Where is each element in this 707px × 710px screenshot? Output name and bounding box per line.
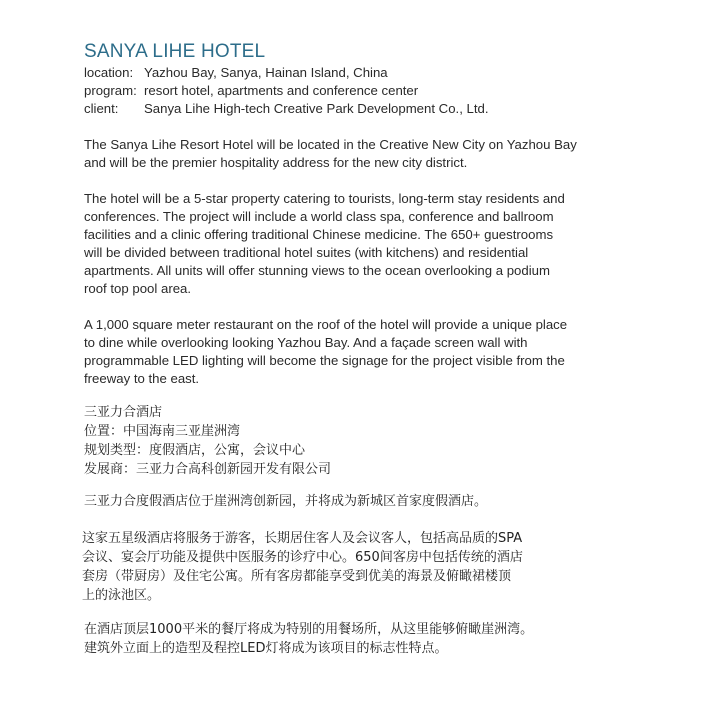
zh-paragraph-program: 这家五星级酒店将服务于游客，长期居住客人及会议客人，包括高品质的SPA 会议、宴会厅功能及提供中医服务的诊疗中心。650间客房中包括传统的酒店 套房（带厨房）及住宅公寓。所有客房都能享受到优美的海景及俯瞰裙楼顶 上的泳池区。	[82, 531, 523, 603]
meta-location-value: Yazhou Bay, Sanya, Hainan Island, China	[144, 65, 388, 80]
project-meta	[84, 64, 674, 118]
meta-program-value: resort hotel, apartments and conference center	[144, 83, 419, 98]
meta-client-row	[84, 100, 674, 118]
meta-program-label: program:	[84, 83, 137, 98]
zh-paragraph-restaurant: 在酒店顶层1000平米的餐厅将成为特别的用餐场所，从这里能够俯瞰崖洲湾。 建筑外立面上的造型及程控LED灯将成为该项目的标志性特点。	[84, 622, 534, 656]
en-paragraph-restaurant: A 1,000 square meter restaurant on the roof of the hotel will provide a unique place to dine while overlooking looking Yazhou Bay. And a façade screen wall with programmable LED lighting will become the signage for the project visible from the freeway to the east.	[84, 317, 568, 386]
meta-location-label: location:	[84, 65, 134, 80]
meta-location-row	[84, 64, 674, 82]
zh-project-meta: 三亚力合酒店 位置：中国海南三亚崖洲湾 规划类型：度假酒店，公寓，会议中心 发展商：三亚力合高科创新园开发有限公司	[84, 405, 332, 477]
page-title: SANYA LIHE HOTEL	[84, 41, 266, 62]
meta-client-label: client:	[84, 101, 119, 116]
zh-paragraph-location: 三亚力合度假酒店位于崖洲湾创新园，并将成为新城区首家度假酒店。	[84, 494, 488, 509]
meta-program-row	[84, 82, 674, 100]
en-paragraph-location: The Sanya Lihe Resort Hotel will be located in the Creative New City on Yazhou Bay and will be the premier hospitality address for the new city district.	[84, 137, 577, 170]
meta-client-value: Sanya Lihe High-tech Creative Park Development Co., Ltd.	[144, 101, 489, 116]
en-paragraph-program: The hotel will be a 5-star property catering to tourists, long-term stay residents and conferences. The project will include a world class spa, conference and ballroom facilities and a clinic offering traditional Chinese medicine. The 650+ guestrooms will be divided between traditional hotel suites (with kitchens) and residential apartments. All units will offer stunning views to the ocean overlooking a podium roof top pool area.	[84, 191, 565, 296]
